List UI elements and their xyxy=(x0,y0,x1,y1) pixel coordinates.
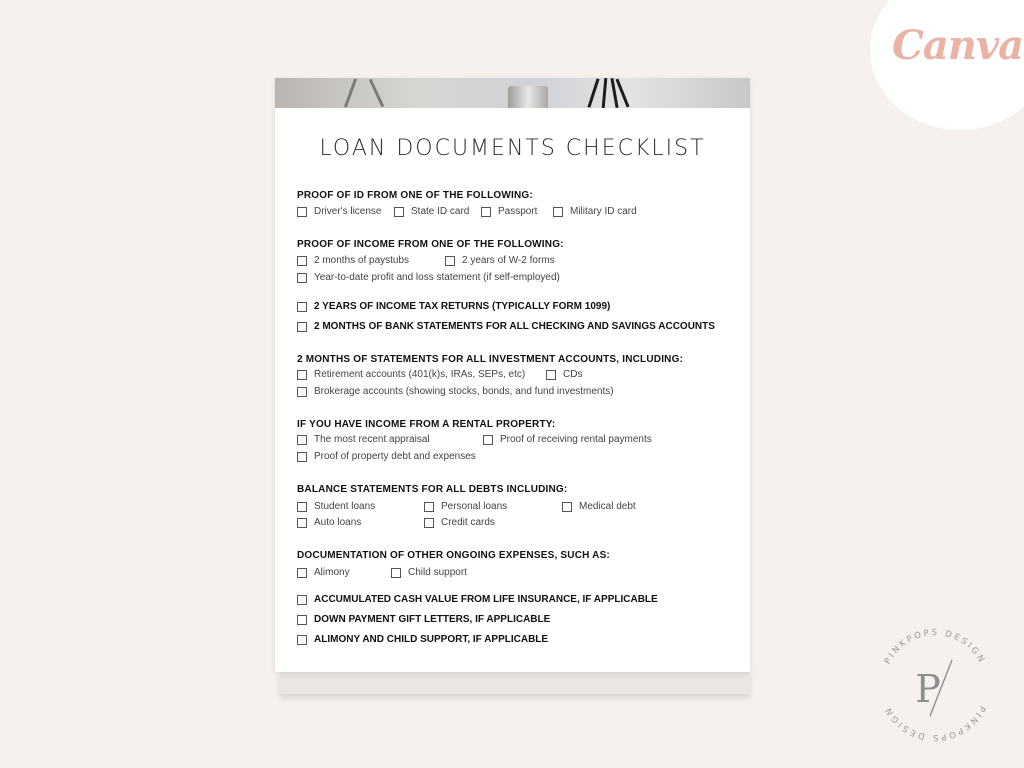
item-label: 2 months of paystubs xyxy=(314,255,410,266)
checklist-item[interactable] xyxy=(297,369,525,380)
checkbox[interactable] xyxy=(391,568,401,578)
watermark-text-top: PINKPOPS DESIGN xyxy=(883,627,987,667)
checklist-item[interactable] xyxy=(297,255,409,266)
checkbox[interactable] xyxy=(297,435,307,445)
watermark-text-bottom: PINKPOPS DESIGN xyxy=(883,703,987,743)
checkbox[interactable] xyxy=(424,502,434,512)
watermark-monogram: P xyxy=(915,667,941,711)
item-label: 2 MONTHS OF BANK STATEMENTS FOR ALL CHECKING AND SAVINGS ACCOUNTS xyxy=(314,321,715,332)
checkbox[interactable] xyxy=(297,370,307,380)
item-label: Child support xyxy=(408,567,467,578)
checkbox[interactable] xyxy=(297,452,307,462)
checklist-sheet xyxy=(275,78,750,672)
checkbox[interactable] xyxy=(297,568,307,578)
checkbox[interactable] xyxy=(297,595,307,605)
checkbox[interactable] xyxy=(297,322,307,332)
item-label: 2 YEARS OF INCOME TAX RETURNS (TYPICALLY FORM 1099) xyxy=(314,301,611,312)
canva-logo: Canva xyxy=(892,22,1023,69)
item-label: ALIMONY AND CHILD SUPPORT, IF APPLICABLE xyxy=(314,634,549,645)
checkbox[interactable] xyxy=(297,518,307,528)
checklist-item[interactable] xyxy=(424,517,495,528)
item-label: The most recent appraisal xyxy=(314,434,430,445)
checklist-item[interactable] xyxy=(297,206,381,217)
item-label: Driver's license xyxy=(314,206,382,217)
checklist-item-bold[interactable] xyxy=(297,634,548,645)
checklist-item-bold[interactable] xyxy=(297,321,715,332)
checkbox[interactable] xyxy=(297,635,307,645)
section-heading-investment: 2 MONTHS OF STATEMENTS FOR ALL INVESTMENT ACCOUNTS, INCLUDING: xyxy=(297,354,684,365)
checklist-item[interactable] xyxy=(394,206,469,217)
section-heading-rental: IF YOU HAVE INCOME FROM A RENTAL PROPERTY: xyxy=(297,419,556,430)
item-label: Proof of receiving rental payments xyxy=(500,434,652,445)
item-label: 2 years of W-2 forms xyxy=(462,255,555,266)
checklist-item[interactable] xyxy=(483,434,652,445)
checklist-item[interactable] xyxy=(297,517,361,528)
item-label: Proof of property debt and expenses xyxy=(314,451,476,462)
checklist-item[interactable] xyxy=(297,434,430,445)
checkbox[interactable] xyxy=(424,518,434,528)
checklist-item-bold[interactable] xyxy=(297,594,658,605)
item-label: Passport xyxy=(498,206,538,217)
checklist-item[interactable] xyxy=(297,567,350,578)
checklist-item[interactable] xyxy=(424,501,507,512)
chair-leg xyxy=(369,79,384,107)
item-label: Credit cards xyxy=(441,517,495,528)
checklist-item[interactable] xyxy=(562,501,636,512)
item-label: Retirement accounts (401(k)s, IRAs, SEPs, etc) xyxy=(314,369,526,380)
checklist-item-bold[interactable] xyxy=(297,614,550,625)
checklist-item[interactable] xyxy=(297,501,375,512)
pinkpops-watermark xyxy=(870,620,1000,750)
item-label: Alimony xyxy=(314,567,350,578)
checkbox[interactable] xyxy=(562,502,572,512)
chair-leg xyxy=(344,78,357,107)
checkbox[interactable] xyxy=(394,207,404,217)
checklist-item[interactable] xyxy=(297,386,614,397)
section-heading-debts: BALANCE STATEMENTS FOR ALL DEBTS INCLUDING: xyxy=(297,484,568,495)
checklist-item[interactable] xyxy=(297,451,476,462)
item-label: Medical debt xyxy=(579,501,636,512)
section-heading-id: PROOF OF ID FROM ONE OF THE FOLLOWING: xyxy=(297,190,533,201)
checkbox[interactable] xyxy=(297,256,307,266)
checklist-item[interactable] xyxy=(481,206,537,217)
item-label: CDs xyxy=(563,369,583,380)
checkbox[interactable] xyxy=(297,615,307,625)
header-photo xyxy=(275,78,750,108)
checkbox[interactable] xyxy=(297,502,307,512)
checkbox[interactable] xyxy=(297,302,307,312)
diffuser-stick xyxy=(602,78,608,108)
checkbox[interactable] xyxy=(297,207,307,217)
checklist-item[interactable] xyxy=(297,272,560,283)
checklist-item[interactable] xyxy=(445,255,555,266)
checklist-item[interactable] xyxy=(553,206,637,217)
item-label: Auto loans xyxy=(314,517,362,528)
item-label: Personal loans xyxy=(441,501,508,512)
checkbox[interactable] xyxy=(546,370,556,380)
item-label: Brokerage accounts (showing stocks, bonds, and fund investments) xyxy=(314,386,614,397)
item-label: ACCUMULATED CASH VALUE FROM LIFE INSURANCE, IF APPLICABLE xyxy=(314,594,658,605)
item-label: Year-to-date profit and loss statement (if self-employed) xyxy=(314,272,560,283)
checkbox[interactable] xyxy=(445,256,455,266)
checklist-item-bold[interactable] xyxy=(297,301,610,312)
item-label: Student loans xyxy=(314,501,376,512)
item-label: Military ID card xyxy=(570,206,637,217)
checkbox[interactable] xyxy=(481,207,491,217)
sheet-back-page xyxy=(280,672,750,694)
item-label: DOWN PAYMENT GIFT LETTERS, IF APPLICABLE xyxy=(314,614,551,625)
page-title: LOAN DOCUMENTS CHECKLIST xyxy=(319,136,706,161)
checkbox[interactable] xyxy=(483,435,493,445)
item-label: State ID card xyxy=(411,206,470,217)
checkbox[interactable] xyxy=(297,273,307,283)
section-heading-expenses: DOCUMENTATION OF OTHER ONGOING EXPENSES, SUCH AS: xyxy=(297,550,610,561)
checkbox[interactable] xyxy=(553,207,563,217)
checklist-item[interactable] xyxy=(391,567,467,578)
checkbox[interactable] xyxy=(297,387,307,397)
section-heading-income: PROOF OF INCOME FROM ONE OF THE FOLLOWING: xyxy=(297,239,564,250)
checklist-item[interactable] xyxy=(546,369,582,380)
glass-jar xyxy=(508,86,548,108)
diffuser-stick xyxy=(587,78,599,107)
